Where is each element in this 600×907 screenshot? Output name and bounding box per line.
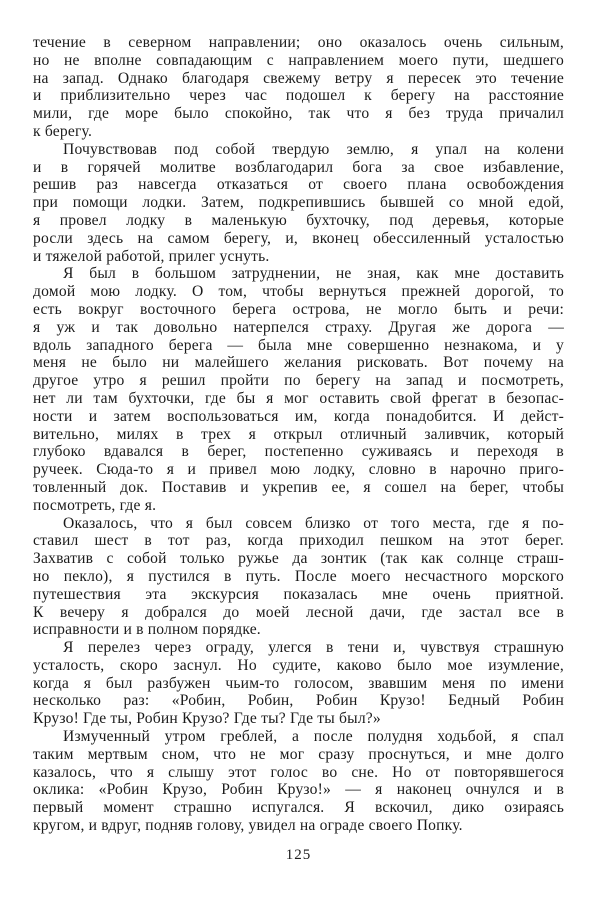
text-line: путешествия эта экскурсия показалась мне очень приятной. [33,585,564,603]
text-line: но пекло), я пустился в путь. После моего несчастного морского [33,567,564,585]
paragraph [33,728,564,835]
text-line: исправности и в полном порядке. [33,621,261,639]
paragraph [33,34,564,141]
text-line: вдоль западного берега — была мне совершенно незнакома, и у [33,336,564,354]
text-line: Почувствовав под собой твердую землю, я упал на колени [63,140,564,158]
text-line: таким мертвым сном, что не мог сразу проснуться, и мне долго [33,745,564,763]
text-line: к берегу. [33,122,93,140]
text-line: Захватив с собой только ружье да зонтик (так как солнце страш- [33,550,564,568]
text-line: К вечеру я добрался до моей лесной дачи, где застал все в [33,603,564,621]
paragraph [33,515,564,640]
text-line: вительно, милях в трех я открыл отличный заливчик, который [33,425,564,443]
paragraph [33,639,564,728]
text-line: первый момент страшно испугался. Я вскочил, дико озираясь [33,799,564,817]
text-line: и приблизительно через час подошел к берегу на расстояние [33,87,564,105]
text-line: решив раз навсегда отказаться от своего плана освобождения [33,176,564,194]
text-line: Я был в большом затруднении, не зная, как мне доставить [63,265,564,283]
text-line: товленный док. Поставив и укрепив ее, я сошел на берег, чтобы [33,478,564,496]
text-line: при помощи лодки. Затем, подкрепившись бывшей со мной едой, [33,194,564,212]
text-line: меня не было ни малейшего желания рисковать. Вот почему на [33,354,564,372]
text-line: Измученный утром греблей, а после полудня ходьбой, я спал [63,728,564,746]
text-line: и тяжелой работой, прилег уснуть. [33,247,270,265]
text-line: и в горячей молитве возблагодарил бога за свое избавление, [33,158,564,176]
text-line: росли здесь на самом берегу, и, вконец обессиленный усталостью [33,229,564,247]
text-line: несколько раз: «Робин, Робин, Робин Крузо! Бедный Робин [33,692,564,710]
text-line: Крузо! Где ты, Робин Крузо? Где ты? Где ты был?» [33,710,381,728]
text-line: глубоко вдавался в берег, постепенно суживаясь и переходя в [33,443,564,461]
text-line: я провел лодку в маленькую бухточку, под деревья, которые [33,211,564,229]
text-line: усталость, скоро заснул. Но судите, каково было мое изумление, [33,656,564,674]
text-line: но не вполне совпадающим с направлением моего пути, шедшего [33,51,564,69]
text-line: ности и затем воспользоваться им, когда понадобится. И дейст- [33,407,564,425]
text-line: нет ли там бухточки, где бы я мог оставить свой фрегат в безопас- [33,389,564,407]
text-line: когда я был разбужен чьим-то голосом, звавшим меня по имени [33,674,564,692]
text-line: на запад. Однако благодаря свежему ветру я пересек это течение [33,69,564,87]
page-number: 125 [285,846,312,863]
text-line: другое утро я решил пройти по берегу на запад и посмотреть, [33,372,564,390]
text-line: оклика: «Робин Крузо, Робин Крузо!» — я наконец очнулся и в [33,781,564,799]
text-line: домой мою лодку. О том, чтобы вернуться прежней дорогой, то [33,283,564,301]
text-line: течение в северном направлении; оно оказалось очень сильным, [33,34,564,51]
text-line: кругом, и вдруг, подняв голову, увидел на ограде своего Попку. [33,817,463,835]
text-line: казалось, что я слышу этот голос во сне. Но от повторявшегося [33,763,564,781]
text-line: я уж и так довольно натерпелся страху. Другая же дорога — [33,318,564,336]
text-line: Оказалось, что я был совсем близко от того места, где я по- [63,514,564,532]
text-line: мили, где море было спокойно, так что я без труда причалил [33,105,564,123]
text-line: посмотреть, где я. [33,496,157,514]
paragraph [33,265,564,514]
page-text [33,34,564,835]
paragraph [33,141,564,266]
text-line: есть вокруг восточного берега острова, не могло быть и речи: [33,300,564,318]
text-line: ставил шест в тот раз, когда приходил пешком на этот берег. [33,532,564,550]
text-line: Я перелез через ограду, улегся в тени и, чувствуя страшную [63,639,564,657]
text-line: ручеек. Сюда-то я и привел мою лодку, словно в нарочно приго- [33,461,564,479]
